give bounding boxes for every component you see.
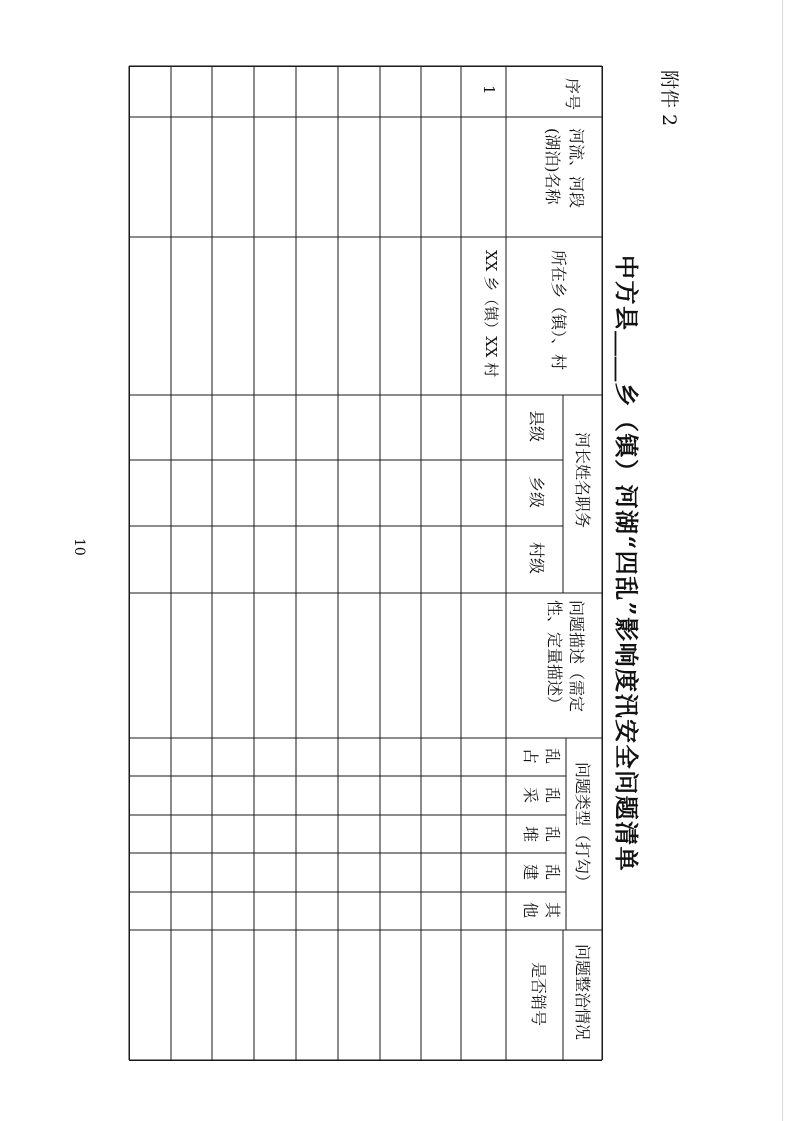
header-rect-group: 问题整治情况 [573, 944, 592, 1041]
header-river-line1: 河流、河段 [567, 128, 586, 209]
page-number: 10 [71, 538, 87, 556]
header-type-build: 乱 [543, 864, 562, 881]
header-chief-group: 河长姓名职务 [573, 432, 592, 529]
header-chief-county: 县级 [527, 410, 546, 443]
header-type-pile: 堆 [521, 826, 540, 843]
header-type-occupy: 占 [521, 748, 540, 765]
header-type-other: 他 [521, 902, 540, 919]
header-desc-line2: 性、定量描述） [545, 600, 564, 713]
header-chief-town: 乡级 [527, 476, 546, 509]
header-rect-closed: 是否销号 [529, 962, 548, 1027]
header-type-dig: 采 [521, 787, 540, 804]
header-type-dig: 乱 [543, 787, 562, 804]
attachment-label: 附件 2 [658, 70, 680, 127]
header-type-pile: 乱 [543, 826, 562, 843]
page-title: 中方县＿＿乡（镇）河湖“四乱”影响度汛安全问题清单 [612, 255, 641, 873]
header-desc-line1: 问题描述（需定 [567, 600, 586, 713]
header-seq: 序号 [563, 78, 582, 111]
header-type-group: 问题类型（打勾） [573, 762, 592, 891]
header-location: 所在乡（镇）、村 [549, 250, 568, 371]
row-seq: 1 [480, 85, 498, 95]
header-type-occupy: 乱 [543, 748, 562, 765]
header-chief-village: 村级 [527, 542, 546, 575]
header-type-build: 建 [521, 864, 540, 881]
row-location: XX 乡（镇）XX 村 [482, 250, 500, 378]
header-type-other: 其 [543, 902, 562, 919]
header-river-line2: (湖泊)名称 [543, 128, 562, 205]
